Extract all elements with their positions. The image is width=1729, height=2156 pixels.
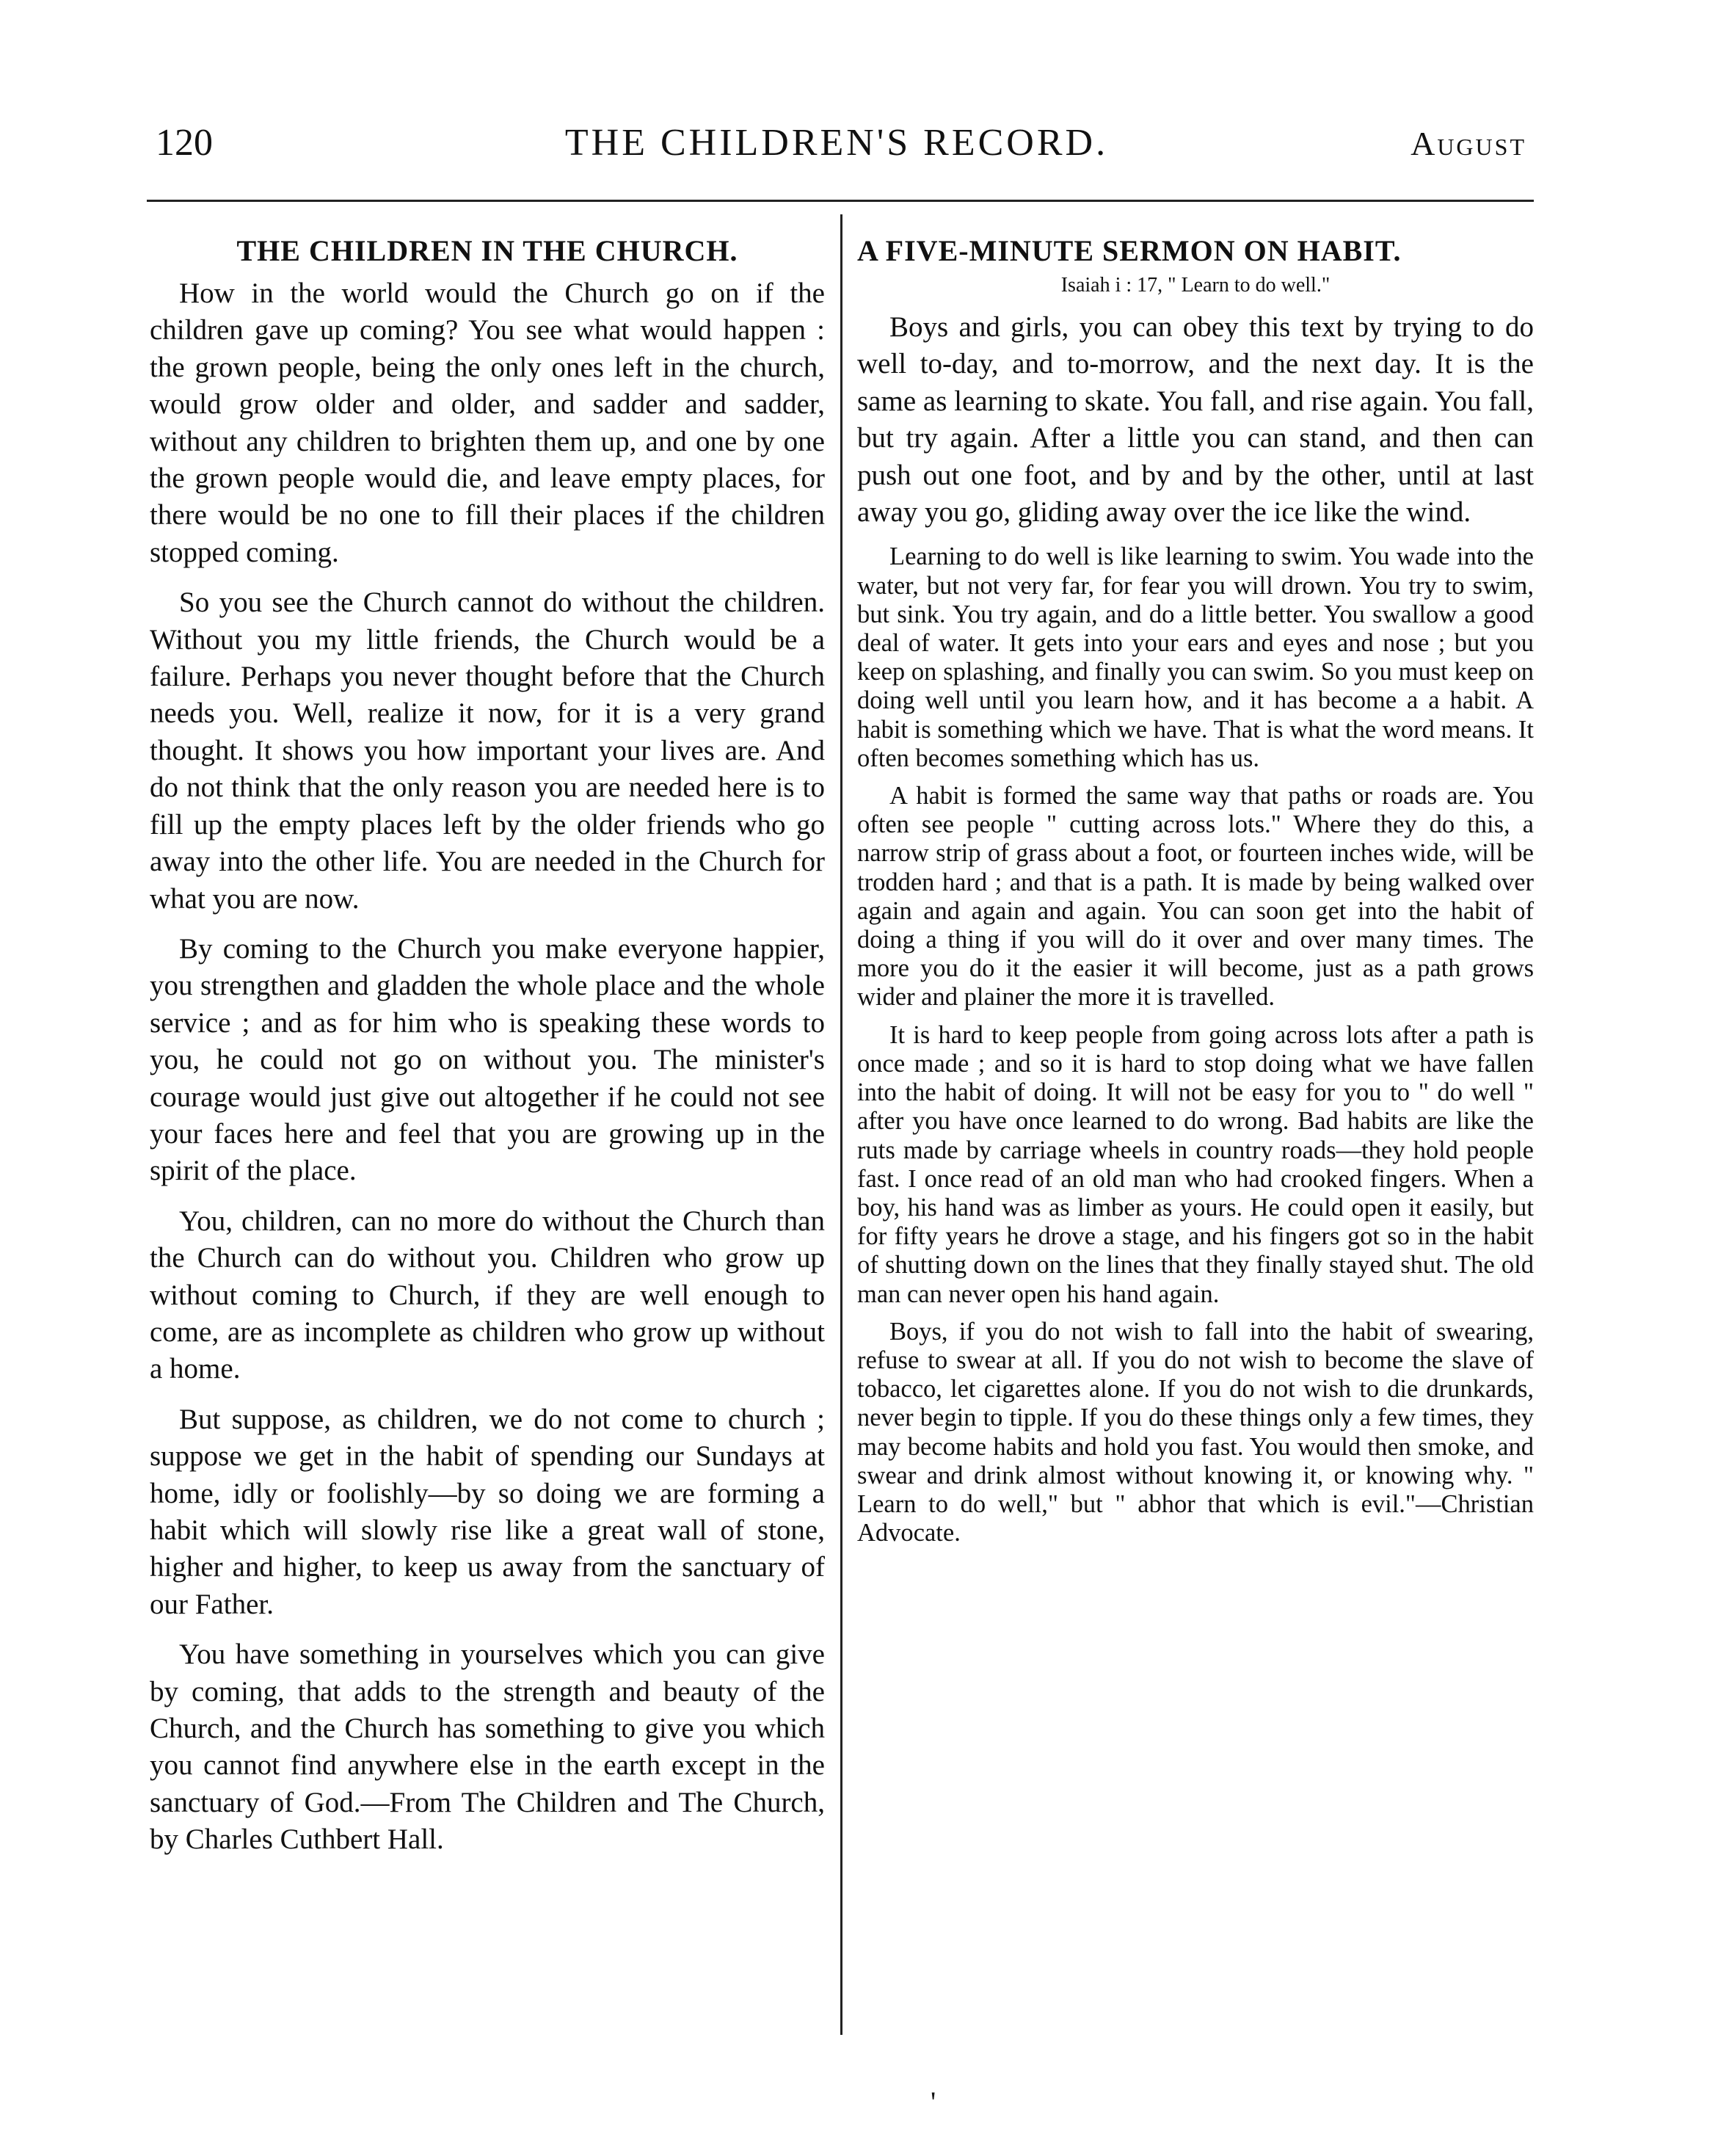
right-column <box>857 233 1534 1556</box>
left-paragraph: You, children, can no more do without the Church than the Church can do without you. Children who grow up without coming to Church, if they are well enough to come, are as incomplete as children who grow up without a home. <box>150 1205 825 1385</box>
left-paragraph: So you see the Church cannot do without the children. Without you my little friends, the Church would be a failure. Perhaps you never thought before that the Church needs you. Well, realize it now, for it is a very grand thought. It shows you how important your lives are. And do not think that the only reason you are needed here is to fill up the empty places left by the older friends who go away into the other life. You are needed in the Church for what you are now. <box>150 587 825 915</box>
right-paragraph: Boys and girls, you can obey this text by trying to do well to-day, and to-morrow, and the next day. It is the same as learning to skate. You fall, and rise again. You fall, but try again. After a little you can stand, and then can push out one foot, and by and by the other, until at last away you go, gliding away over the ice like the wind. <box>857 311 1534 529</box>
left-column <box>150 233 825 1872</box>
issue-month: August <box>1410 125 1526 162</box>
header-rule <box>147 200 1534 202</box>
right-paragraph: Boys, if you do not wish to fall into the habit of swearing, refuse to swear at all. If you do not wish to become the slave of tobacco, let cigarettes alone. If you do not wish to die drunkards, never begin to tipple. If you do these things only a few times, they may become habits and hold you fast. You would then smoke, and swear and drink almost without knowing it, or knowing why. " Learn to do well," but " abhor that which is evil."—Christian Advocate. <box>857 1317 1534 1547</box>
footer-mark: ' <box>931 2086 936 2119</box>
left-paragraph: How in the world would the Church go on if the children gave up coming? You see what would happen : the grown people, being the only ones left in the church, would grow older and older, and sadder and sadder, without any children to brighten them up, and one by one the grown people would die, and leave empty places, for there would be no one to fill their places if the children stopped coming. <box>150 277 825 568</box>
page-header <box>147 121 1526 180</box>
scripture-epigraph: Isaiah i : 17, " Learn to do well." <box>1060 274 1331 297</box>
left-paragraph: You have something in yourselves which you can give by coming, that adds to the strength and beauty of the Church, and the Church has something to give you which you cannot find anywhere else in the earth except in the sanctuary of God.—From The Children and The Church, by Charles Cuthbert Hall. <box>150 1638 825 1856</box>
right-paragraph: Learning to do well is like learning to swim. You wade into the water, but not very far, for fear you will drown. You try to swim, but sink. You try again, and do a little better. You swallow a good deal of water. It gets into your ears and eyes and nose ; but you keep on splashing, and finally you can swim. So you must keep on doing well until you learn how, and it has become a a habit. A habit is something which we have. That is what the word means. It often becomes something which has us. <box>857 542 1534 772</box>
page-number: 120 <box>156 122 213 164</box>
left-article-title: THE CHILDREN IN THE CHURCH. <box>236 234 738 267</box>
right-article-title: A FIVE-MINUTE SERMON ON HABIT. <box>857 234 1402 267</box>
publication-title: THE CHILDREN'S RECORD. <box>564 122 1109 164</box>
right-paragraph: A habit is formed the same way that paths or roads are. You often see people " cutting across lots." Where they do this, a narrow strip of grass about a foot, or fourteen inches wide, will be trodden hard ; and that is a path. It is made by being walked over again and again and again. You can soon get into the habit of doing a thing if you will do it over and over many times. The more you do it the easier it will become, just as a path grows wider and plainer the more it is travelled. <box>857 782 1534 1012</box>
column-divider <box>840 214 842 2035</box>
left-paragraph: But suppose, as children, we do not come to church ; suppose we get in the habit of spending our Sundays at home, idly or foolishly—by so doing we are forming a habit which will slowly rise like a great wall of stone, higher and higher, to keep us away from the sanctuary of our Father. <box>150 1403 825 1620</box>
right-paragraph: It is hard to keep people from going across lots after a path is once made ; and so it is hard to stop doing what we have fallen into the habit of doing. It will not be easy for you to " do well " after you have once learned to do wrong. Bad habits are like the ruts made by carriage wheels in country roads—they hold people fast. I once read of an old man who had crooked fingers. When a boy, his hand was as limber as yours. He could open it easily, but for fifty years he drove a stage, and his fingers got so in the habit of shutting down on the lines that they finally stayed shut. The old man can never open his hand again. <box>857 1020 1534 1308</box>
left-paragraph: By coming to the Church you make everyone happier, you strengthen and gladden the whole place and the whole service ; and as for him who is speaking these words to you, he could not go on without you. The minister's courage would just give out altogether if he could not see your faces here and feel that you are growing up in the spirit of the place. <box>150 932 825 1187</box>
